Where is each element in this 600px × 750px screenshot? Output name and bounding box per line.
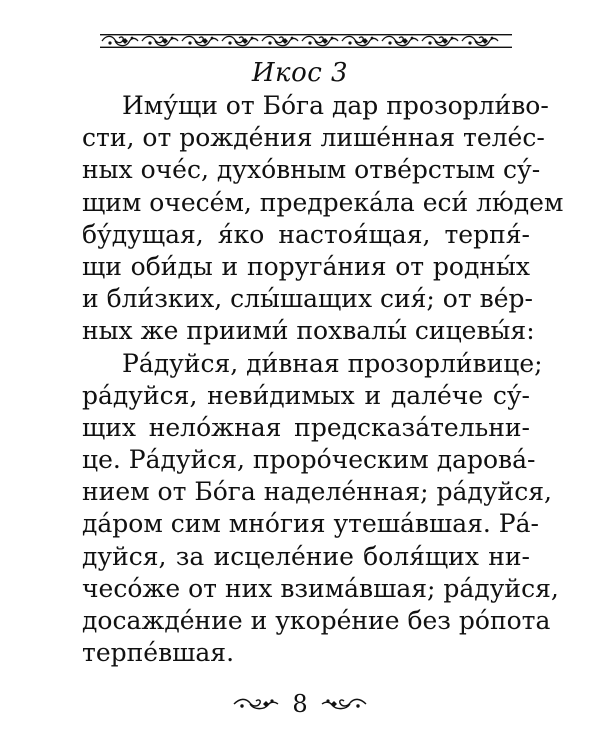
- text-line: сти, от рожде́ния лише́нная теле́с-: [82, 123, 545, 153]
- text-line: ра́дуйся, неви́димых и дале́че су́-: [82, 380, 530, 410]
- text-line: це. Ра́дуйся, проро́ческим дарова́-: [82, 445, 536, 475]
- footer-right-flourish-icon: [320, 696, 368, 712]
- text-line: нием от Бо́га наделе́нная; ра́дуйся,: [82, 477, 552, 507]
- text-line: щим очесе́м, предрека́ла еси́ лю́дем: [82, 187, 564, 217]
- text-line: ных же приими́ похвалы́ сицевы́я:: [82, 316, 535, 346]
- page-number: 8: [292, 690, 308, 718]
- prayer-text-block: [82, 90, 564, 669]
- text-line: да́ром сим мно́гия утеша́вшая. Ра́-: [82, 509, 539, 539]
- text-line: щи оби́ды и поруга́ния от родны́х: [82, 251, 530, 281]
- text-line: и бли́зких, слы́шащих сия́; от ве́р-: [82, 284, 533, 314]
- page-title: Икос 3: [251, 58, 349, 88]
- text-line: щих нело́жная предсказа́тельни-: [82, 412, 530, 442]
- text-line: досажде́ние и укоре́ние без ро́пота: [82, 606, 551, 635]
- text-line: бу́дущая, я́ко настоя́щая, терпя́-: [82, 219, 530, 249]
- text-line: Ра́дуйся, ди́вная прозорли́вице;: [122, 348, 543, 378]
- text-line: чесо́же от них взима́вшая; ра́дуйся,: [82, 573, 559, 603]
- text-line: дуйся, за исцеле́ние боля́щих ни-: [82, 541, 530, 571]
- text-line: ных оче́с, духо́вным отве́рстым су́-: [82, 155, 541, 185]
- text-line: Иму́щи от Бо́га дар прозорли́во-: [122, 91, 549, 120]
- footer-left-flourish-icon: [232, 696, 280, 712]
- page-footer: [0, 688, 600, 720]
- top-floral-border-ornament: [100, 34, 512, 48]
- text-line: терпе́вшая.: [82, 638, 235, 668]
